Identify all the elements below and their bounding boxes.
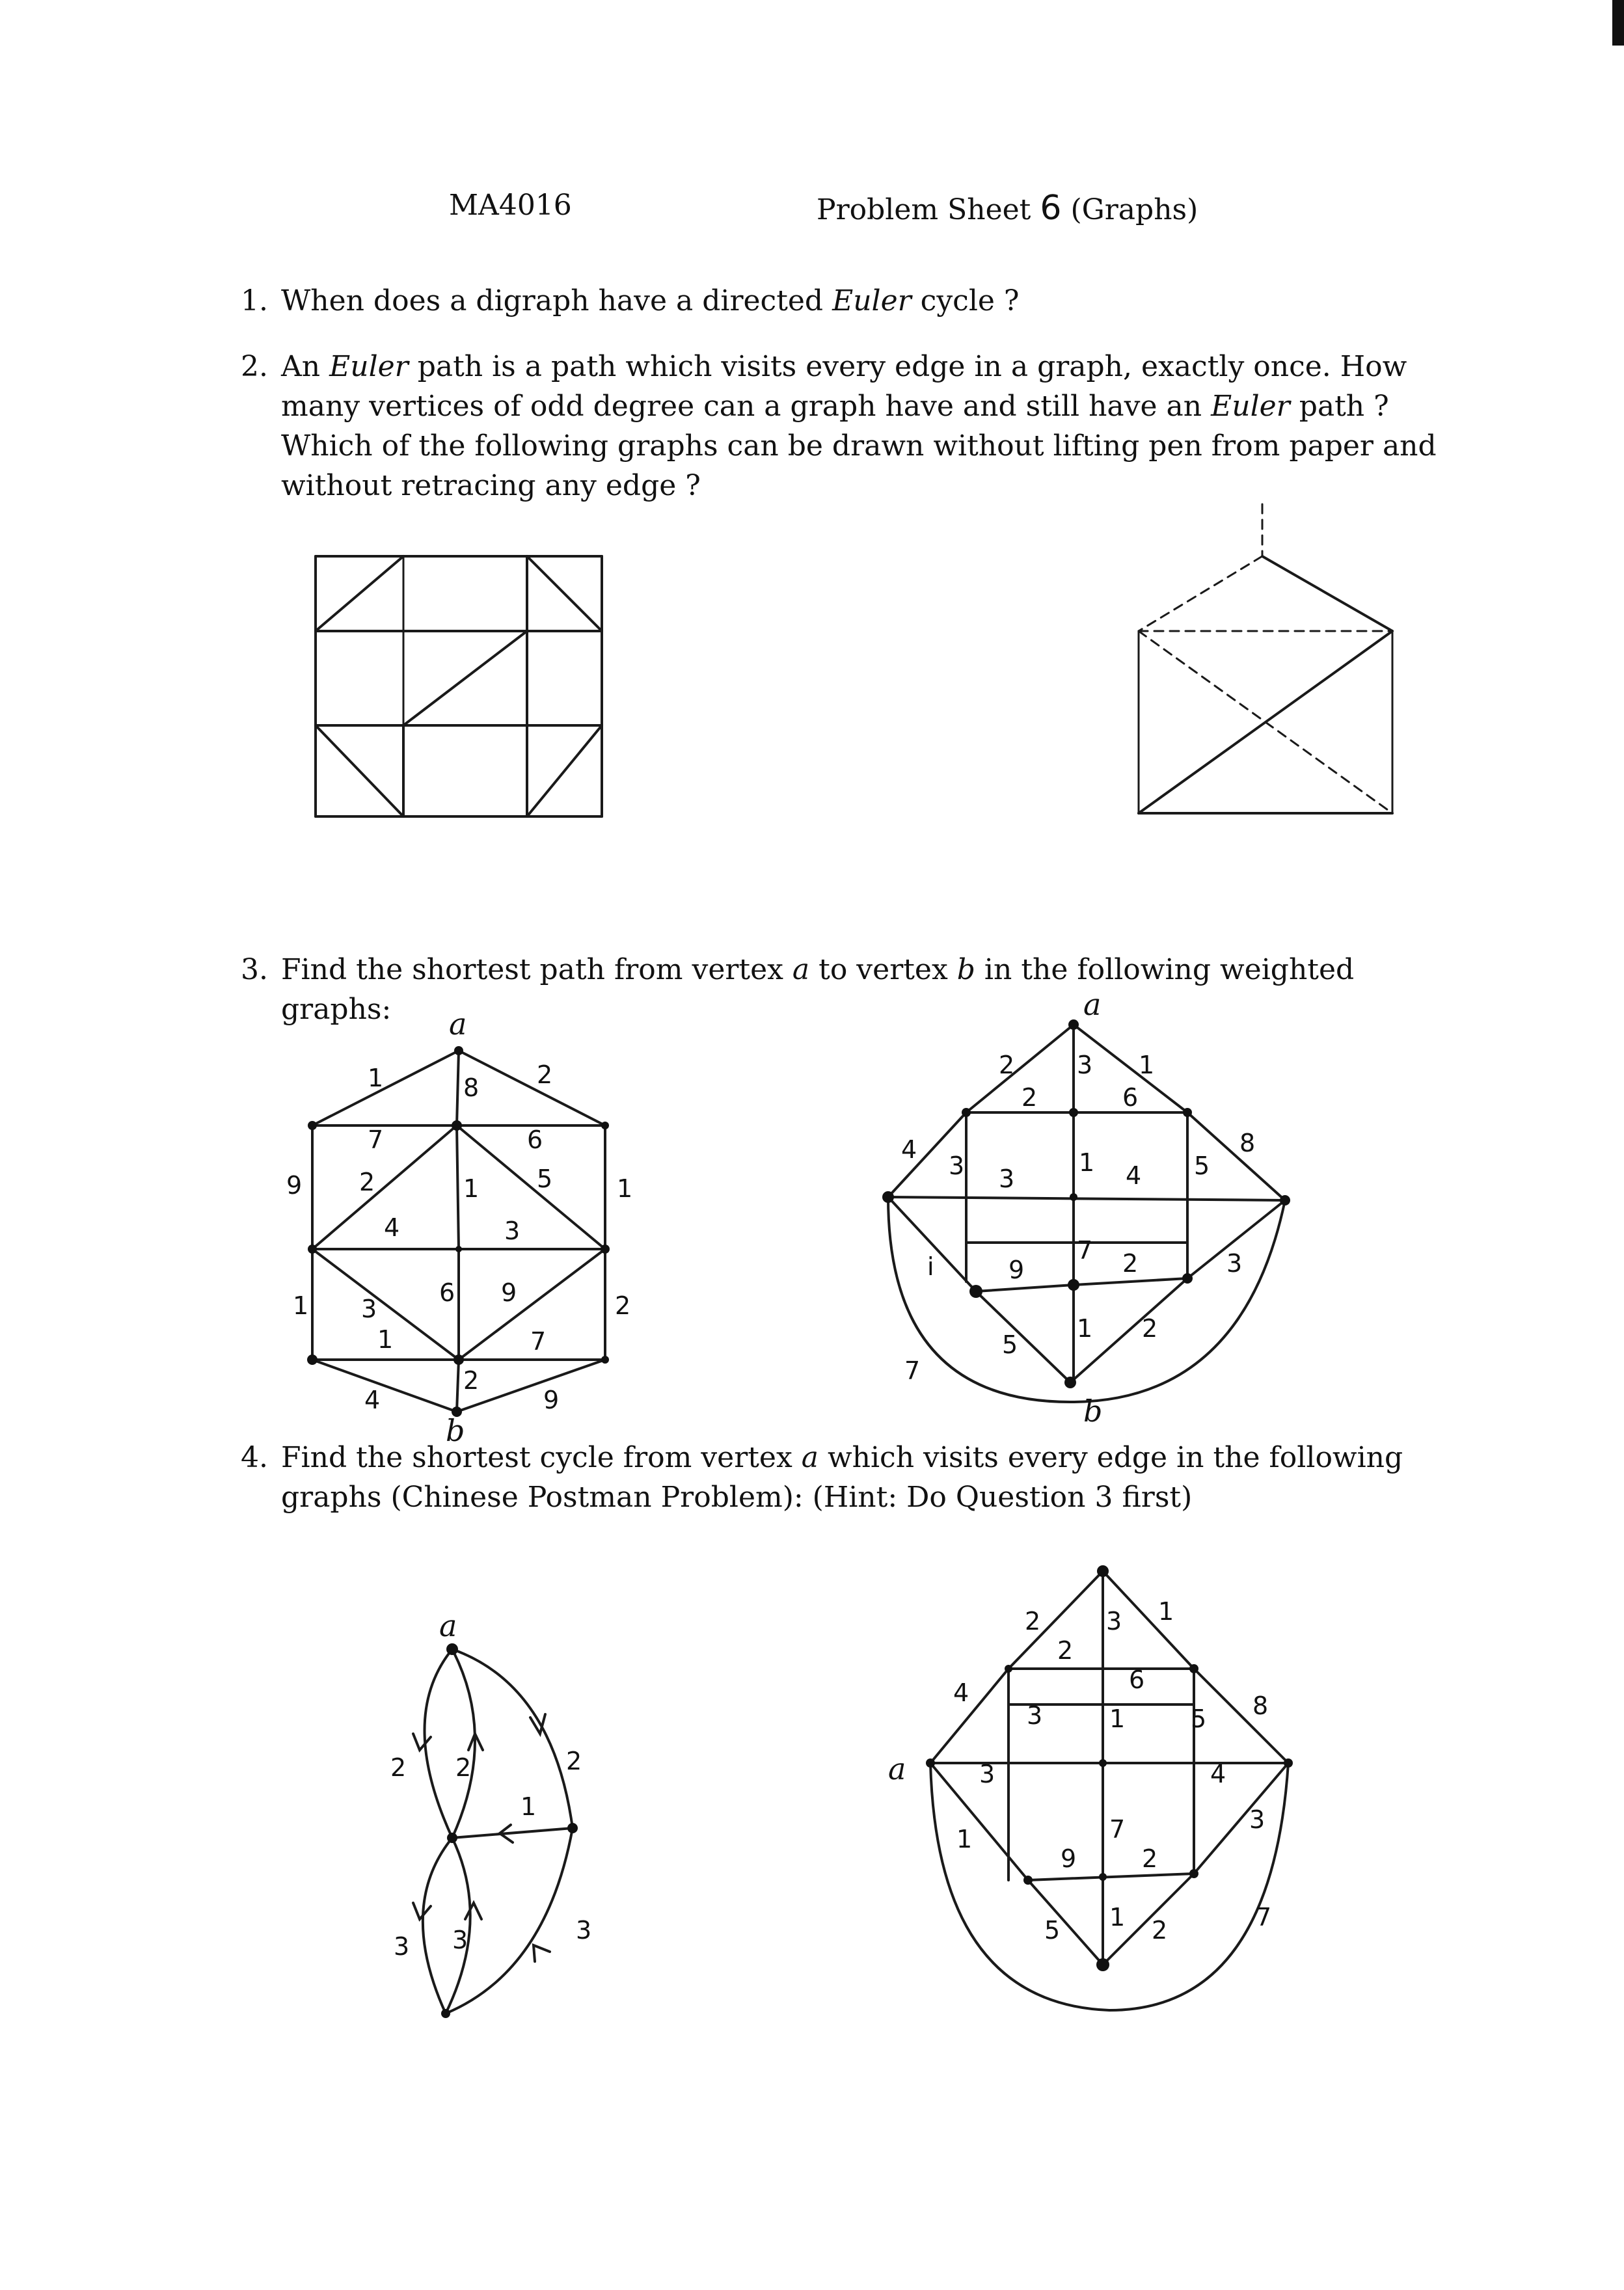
- edge-weight: 8: [1239, 1129, 1256, 1157]
- edge-weight: 5: [1002, 1330, 1018, 1359]
- edge-weight: i: [927, 1252, 934, 1281]
- edge-weight: 4: [384, 1213, 400, 1242]
- edge-weight: 1: [377, 1325, 394, 1354]
- edge-weight: 5: [1194, 1152, 1210, 1180]
- edge-weight: 1: [293, 1291, 309, 1320]
- edge-weight: 3: [576, 1916, 592, 1945]
- edge-weight: 3: [1226, 1249, 1243, 1278]
- question-number: 4.: [241, 1441, 268, 1474]
- edge-weight: 9: [543, 1386, 560, 1414]
- edge-weight: 3: [999, 1165, 1015, 1193]
- edge-weight: 2: [463, 1366, 480, 1395]
- edge-weight: 9: [1061, 1844, 1077, 1873]
- vertex-label-a: a: [449, 1006, 467, 1042]
- edge-weight: 6: [1122, 1083, 1139, 1112]
- edge-weight: 3: [1249, 1805, 1265, 1834]
- edge-weight: 7: [1109, 1815, 1126, 1844]
- edge-weight: 9: [501, 1278, 517, 1307]
- text-run: When does a digraph have a directed: [281, 284, 833, 317]
- edge-weight: 2: [537, 1060, 553, 1089]
- text-run: to vertex: [809, 953, 957, 986]
- term-euler: Euler: [1211, 390, 1290, 423]
- text-run: path ?: [1290, 390, 1389, 423]
- edge-weight: 2: [1122, 1249, 1139, 1278]
- edge-weight: 2: [455, 1753, 472, 1782]
- edge-weight: 5: [1191, 1704, 1207, 1733]
- sheet-title-prefix: Problem Sheet: [817, 193, 1031, 226]
- figure-house-graph: [1132, 501, 1405, 820]
- figure-grid-graph: [312, 553, 612, 826]
- question-text-extra: Which of the following graphs can be drawn without lifting pen from paper and without retracing any edge ?: [281, 429, 1437, 502]
- question-1: [241, 281, 1438, 321]
- edge-weight: 4: [1210, 1760, 1226, 1788]
- edge-weight: 1: [1109, 1903, 1126, 1932]
- edge-weight: 3: [1077, 1051, 1093, 1079]
- edge-weight: 6: [527, 1125, 543, 1154]
- edge-weight: 1: [1077, 1314, 1093, 1343]
- edge-weight: 7: [530, 1327, 547, 1356]
- edge-weight: 1: [956, 1825, 973, 1853]
- edge-weight: 1: [1109, 1704, 1126, 1733]
- arc-edge-7: [930, 1763, 1288, 2010]
- edge-weight: 1: [1139, 1051, 1155, 1079]
- edge-weight: 2: [1057, 1636, 1074, 1665]
- arc-edge-7: [888, 1197, 1285, 1402]
- edge-weight: 1: [1158, 1597, 1174, 1626]
- edge-weight: 7: [368, 1125, 384, 1154]
- edge-weight: 3: [394, 1932, 410, 1961]
- edge-weight: 3: [1106, 1607, 1122, 1636]
- question-text: [281, 1438, 1438, 1517]
- figure-q4-left-digraph: [384, 1607, 618, 2049]
- edge-weight: 1: [368, 1064, 384, 1092]
- vertex-label-a: a: [888, 1751, 906, 1786]
- sheet-number: 6: [1040, 189, 1062, 228]
- question-number: 3.: [241, 953, 268, 986]
- edge-weight: 4: [1126, 1161, 1142, 1190]
- edge-weight: 2: [1142, 1844, 1158, 1873]
- text-run: Find the shortest cycle from vertex: [281, 1441, 802, 1474]
- edge-weight: 6: [439, 1278, 455, 1307]
- vertex-a-ref: a: [792, 953, 810, 986]
- term-euler: Euler: [832, 284, 912, 317]
- question-4: [241, 1438, 1438, 1517]
- edge-weight: 3: [979, 1760, 995, 1788]
- edge-weight: 6: [1129, 1665, 1145, 1694]
- edge-weight: 4: [364, 1386, 381, 1414]
- text-run: which visits every edge: [819, 1441, 1177, 1474]
- edge-weight: 4: [901, 1135, 917, 1164]
- edge-weight: 5: [1044, 1916, 1061, 1945]
- vertex-label-b: b: [446, 1413, 465, 1448]
- text-run: An: [281, 350, 330, 383]
- edge-weight: 2: [359, 1168, 375, 1196]
- edge-weight: 3: [452, 1926, 468, 1954]
- question-text: [281, 281, 1438, 321]
- figure-q4-right-graph: [878, 1555, 1334, 2023]
- question-2: [241, 347, 1438, 505]
- edge-weight: 3: [504, 1217, 521, 1245]
- edge-weight: 8: [1252, 1691, 1269, 1720]
- edge-weight: 2: [1025, 1607, 1041, 1636]
- edge-weight: 5: [537, 1165, 553, 1193]
- edge-weight: 1: [617, 1174, 633, 1203]
- edge-weight: 2: [1142, 1314, 1158, 1343]
- vertex-label-b: b: [1083, 1394, 1103, 1429]
- term-euler: Euler: [329, 350, 409, 383]
- vertex-label-a: a: [1083, 987, 1102, 1022]
- figure-q3-right-graph: [872, 986, 1327, 1428]
- edge-weight: 2: [1022, 1083, 1038, 1112]
- edge-weight: 1: [1079, 1148, 1095, 1177]
- edge-weight: 2: [390, 1753, 407, 1782]
- vertex-a-ref: a: [801, 1441, 819, 1474]
- edge-weight: 2: [566, 1747, 582, 1775]
- text-run: path is a path which visits every edge in a graph, exactly once. How many vertices of odd degree can a graph have and still have an: [281, 350, 1407, 423]
- sheet-title: [817, 189, 1198, 228]
- edge-weight: 1: [521, 1792, 537, 1821]
- vertex-b-ref: b: [956, 953, 975, 986]
- edge-weight: 2: [1152, 1916, 1168, 1945]
- question-number: 1.: [241, 284, 268, 317]
- question-number: 2.: [241, 350, 268, 383]
- sheet-title-suffix: (Graphs): [1070, 193, 1198, 226]
- edge-weight: 3: [361, 1295, 377, 1323]
- edge-weight: 4: [953, 1678, 969, 1707]
- text-run: in the following graphs (Chinese Postman Problem): (Hint: Do Question 3 first): [281, 1441, 1403, 1514]
- text-run: cycle ?: [911, 284, 1020, 317]
- edge-weight: 7: [904, 1356, 921, 1385]
- edge-weight: 8: [463, 1073, 480, 1102]
- edge-weight: 2: [615, 1291, 631, 1320]
- edge-weight: 7: [1256, 1903, 1272, 1932]
- text-run: Find the shortest path from vertex: [281, 953, 792, 986]
- edge-weight: 3: [1027, 1701, 1043, 1730]
- edge-weight: 2: [999, 1051, 1015, 1079]
- text-run: in the following weighted graphs:: [281, 953, 1355, 1026]
- question-text: [281, 347, 1438, 426]
- edge-weight: 1: [463, 1174, 480, 1203]
- course-code: MA4016: [449, 189, 572, 222]
- edge-weight: 9: [286, 1171, 303, 1200]
- scan-edge-mark: [1612, 0, 1624, 46]
- edge-weight: 9: [1008, 1256, 1025, 1284]
- edge-weight: 3: [949, 1152, 965, 1180]
- vertex-label-a: a: [439, 1608, 457, 1643]
- edge-weight: 7: [1077, 1236, 1093, 1265]
- figure-q3-left-graph: [286, 1006, 633, 1457]
